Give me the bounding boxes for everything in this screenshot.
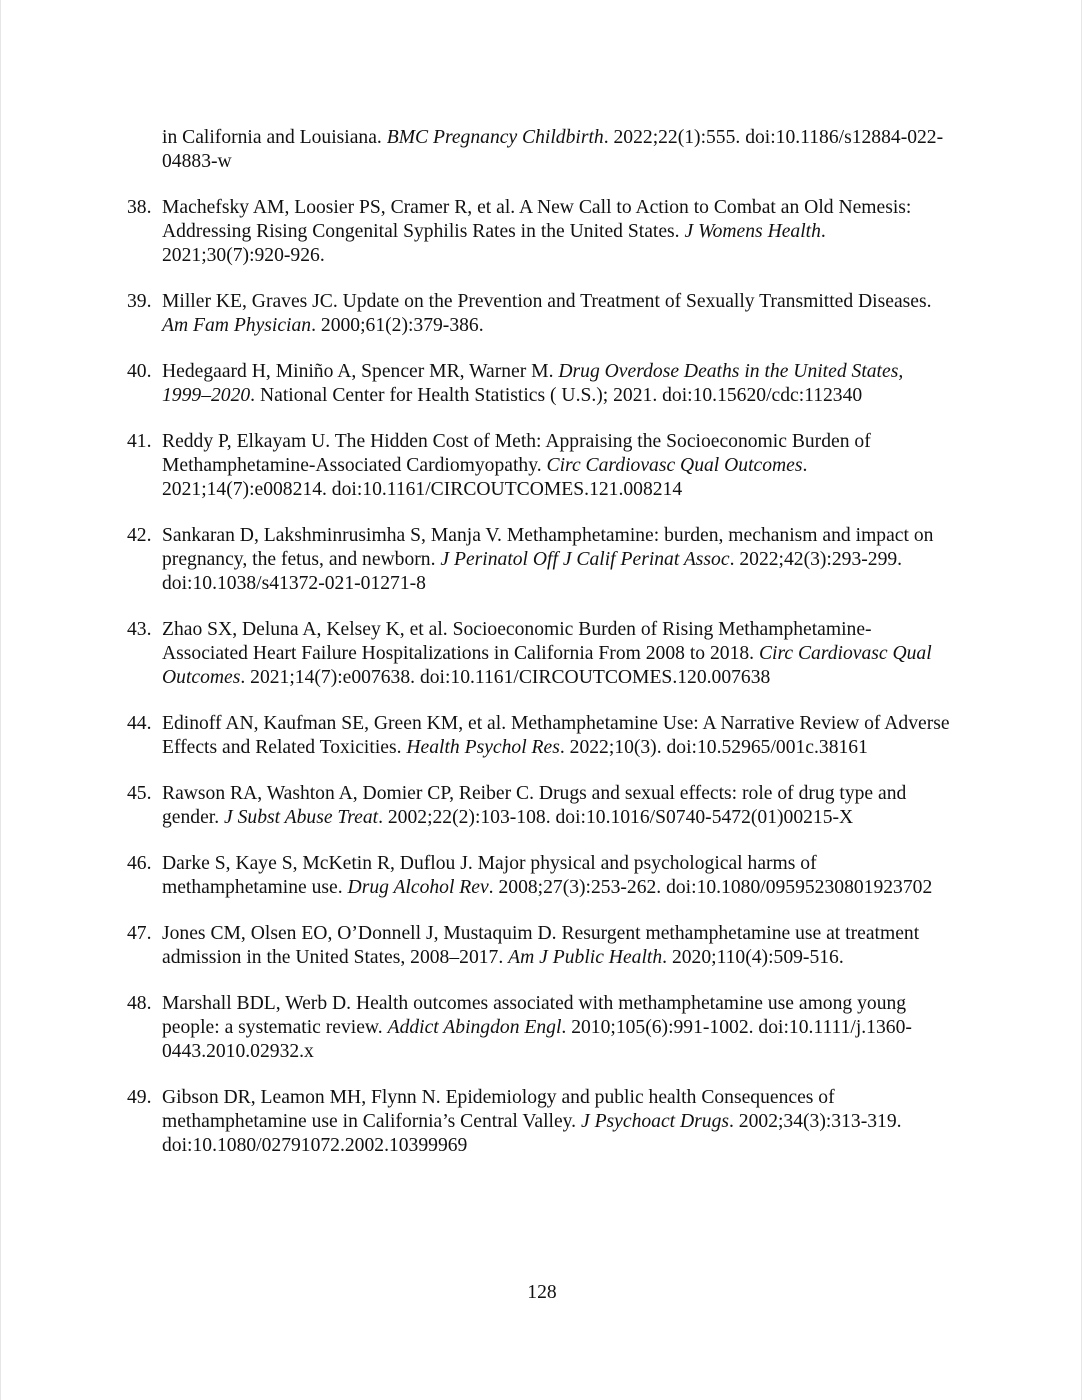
reference-number: 45.	[127, 783, 152, 804]
reference-text: Reddy P, Elkayam U. The Hidden Cost of Meth: Appraising the Socioeconomic Burden of Methamphetamine-Associated Cardiomyopathy. Circ Cardiovasc Qual Outcomes. 2021;14(7):e008214. doi:10.1161/CIRCOUTCOMES.121.008214	[162, 431, 871, 500]
reference-text: Miller KE, Graves JC. Update on the Prevention and Treatment of Sexually Transmitted Diseases. Am Fam Physician. 2000;61(2):379-386.	[162, 291, 932, 336]
reference-item	[127, 1086, 957, 1158]
reference-number: 49.	[127, 1087, 152, 1108]
reference-number: 48.	[127, 993, 152, 1014]
journal-title: J Psychoact Drugs	[580, 1111, 729, 1132]
reference-number: 46.	[127, 853, 152, 874]
journal-title: Am J Public Health	[508, 947, 663, 968]
reference-item	[127, 712, 957, 760]
reference-text: Sankaran D, Lakshminrusimha S, Manja V. Methamphetamine: burden, mechanism and impact on pregnancy, the fetus, and newborn. J Perinatol Off J Calif Perinat Assoc. 2022;42(3):293-299. doi:10.1038/s41372-021-01271-8	[162, 525, 934, 594]
reference-item	[127, 126, 957, 174]
reference-text: Jones CM, Olsen EO, O’Donnell J, Mustaquim D. Resurgent methamphetamine use at treatment admission in the United States, 2008–2017. Am J Public Health. 2020;110(4):509-516.	[162, 923, 920, 968]
reference-item	[127, 524, 957, 596]
reference-text: Darke S, Kaye S, McKetin R, Duflou J. Major physical and psychological harms of methamphetamine use. Drug Alcohol Rev. 2008;27(3):253-262. doi:10.1080/09595230801923702	[162, 853, 933, 898]
reference-number: 39.	[127, 291, 152, 312]
reference-item	[127, 430, 957, 502]
reference-number: 43.	[127, 619, 152, 640]
journal-title: J Womens Health	[684, 221, 821, 242]
reference-item	[127, 196, 957, 268]
reference-text: Machefsky AM, Loosier PS, Cramer R, et al. A New Call to Action to Combat an Old Nemesis: Addressing Rising Congenital Syphilis Rates in the United States. J Womens Health. 2021;30(7):920-926.	[162, 197, 912, 266]
reference-number: 38.	[127, 197, 152, 218]
journal-title: Health Psychol Res	[406, 737, 560, 758]
reference-item	[127, 618, 957, 690]
reference-number: 42.	[127, 525, 152, 546]
reference-number: 44.	[127, 713, 152, 734]
journal-title: J Perinatol Off J Calif Perinat Assoc	[440, 549, 730, 570]
reference-number: 47.	[127, 923, 152, 944]
journal-title: Circ Cardiovasc Qual Outcomes	[546, 455, 803, 476]
journal-title: Am Fam Physician	[162, 315, 312, 336]
reference-number: 41.	[127, 431, 152, 452]
reference-list	[127, 126, 957, 1180]
reference-text: Marshall BDL, Werb D. Health outcomes associated with methamphetamine use among young people: a systematic review. Addict Abingdon Engl. 2010;105(6):991-1002. doi:10.1111/j.1360-0443.2010.02932.x	[162, 993, 912, 1062]
reference-item	[127, 992, 957, 1064]
journal-title: BMC Pregnancy Childbirth	[386, 127, 604, 148]
journal-title: Addict Abingdon Engl	[387, 1017, 562, 1038]
journal-title: Circ Cardiovasc Qual Outcomes	[162, 643, 932, 688]
reference-text: Gibson DR, Leamon MH, Flynn N. Epidemiology and public health Consequences of methamphetamine use in California’s Central Valley. J Psychoact Drugs. 2002;34(3):313-319. doi:10.1080/02791072.2002.10399969	[162, 1087, 902, 1156]
journal-title: J Subst Abuse Treat	[224, 807, 379, 828]
reference-item	[127, 852, 957, 900]
reference-item	[127, 922, 957, 970]
reference-text: Hedegaard H, Miniño A, Spencer MR, Warner M. Drug Overdose Deaths in the United States, 1999–2020. National Center for Health Statistics ( U.S.); 2021. doi:10.15620/cdc:112340	[162, 361, 904, 406]
reference-item	[127, 360, 957, 408]
reference-number: 40.	[127, 361, 152, 382]
reference-text: Zhao SX, Deluna A, Kelsey K, et al. Socioeconomic Burden of Rising Methamphetamine-Associated Heart Failure Hospitalizations in California From 2008 to 2018. Circ Cardiovasc Qual Outcomes. 2021;14(7):e007638. doi:10.1161/CIRCOUTCOMES.120.007638	[162, 619, 932, 688]
reference-text: in California and Louisiana. BMC Pregnancy Childbirth. 2022;22(1):555. doi:10.1186/s12884-022-04883-w	[162, 127, 944, 172]
journal-title: Drug Alcohol Rev	[347, 877, 489, 898]
page-number: 128	[527, 1282, 557, 1303]
reference-text: Rawson RA, Washton A, Domier CP, Reiber C. Drugs and sexual effects: role of drug type and gender. J Subst Abuse Treat. 2002;22(2):103-108. doi:10.1016/S0740-5472(01)00215-X	[162, 783, 907, 828]
reference-text: Edinoff AN, Kaufman SE, Green KM, et al. Methamphetamine Use: A Narrative Review of Adverse Effects and Related Toxicities. Health Psychol Res. 2022;10(3). doi:10.52965/001c.38161	[162, 713, 950, 758]
report-title: Drug Overdose Deaths in the United States, 1999–2020	[162, 361, 904, 406]
reference-item	[127, 782, 957, 830]
reference-item	[127, 290, 957, 338]
